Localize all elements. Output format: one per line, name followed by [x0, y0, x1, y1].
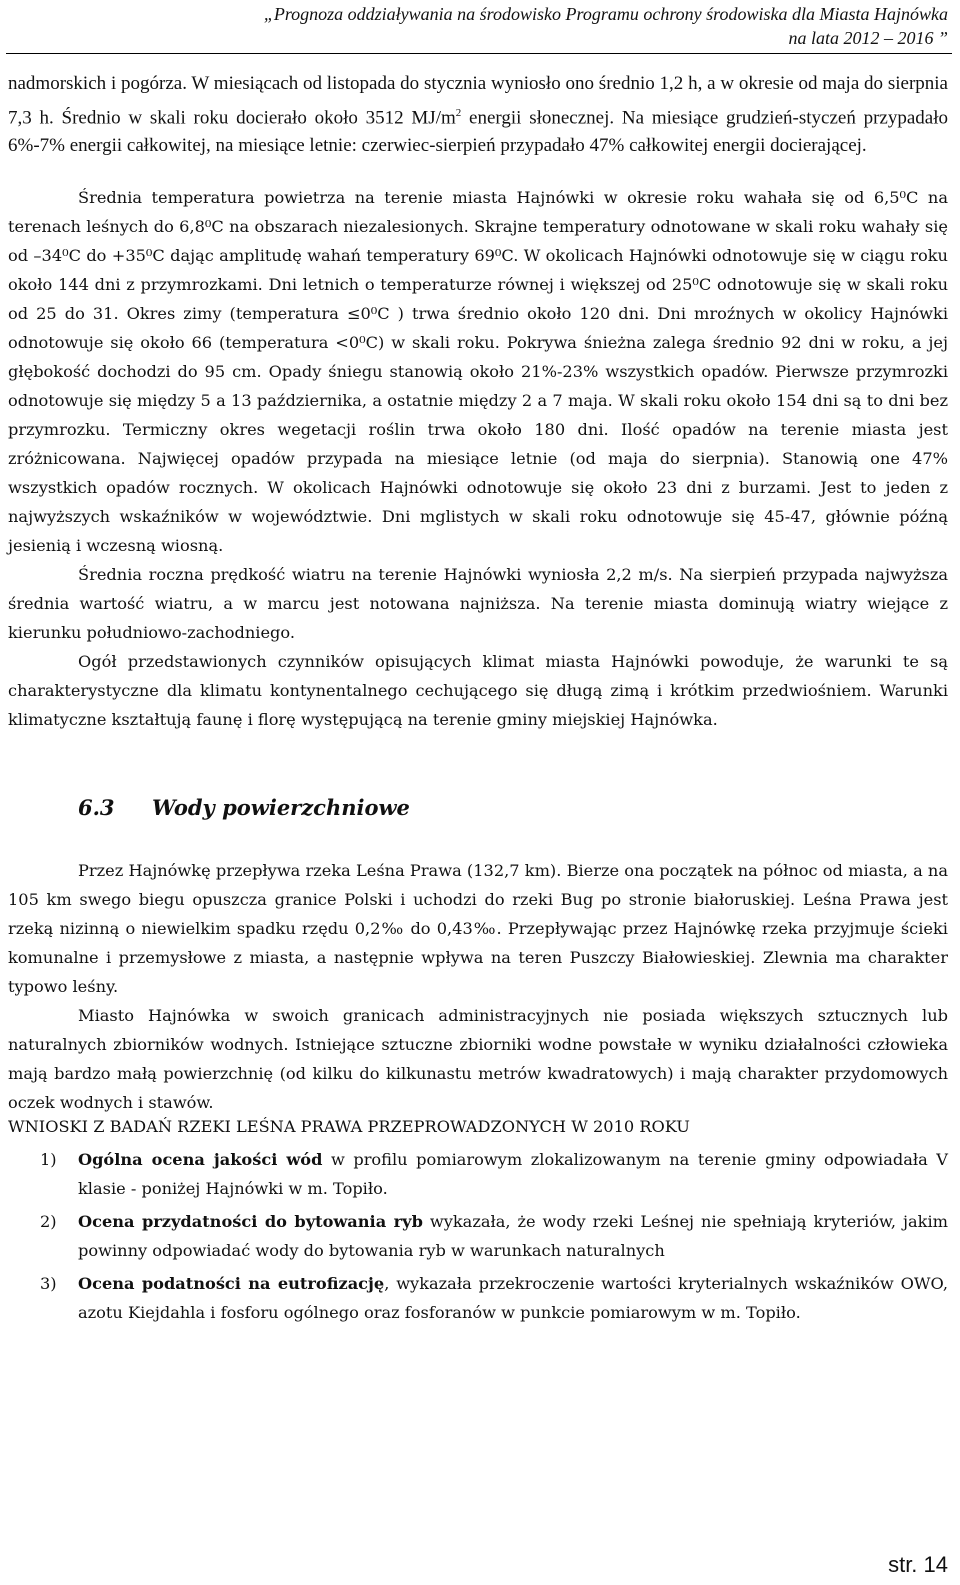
conclusion-item	[8, 1207, 948, 1265]
conclusion-bold: Ocena podatności na eutrofizację	[78, 1274, 385, 1293]
climate-section	[8, 183, 948, 734]
waters-paragraph-2: Miasto Hajnówka w swoich granicach administracyjnych nie posiada większych sztucznych lub naturalnych zbiorników wodnych. Istniejące sztuczne zbiorniki wodne powstałe w wyniku działalności człowieka mają bardzo małą powierzchnię (od kilku do kilkunastu metrów kwadratowych) i mają charakter przydomowych oczek wodnych i stawów.	[8, 1006, 948, 1112]
header-line-1: „Prognoza oddziaływania na środowisko Programu ochrony środowiska dla Miasta Hajnówka	[263, 4, 948, 24]
running-header	[188, 2, 948, 50]
conclusions-heading: WNIOSKI Z BADAŃ RZEKI LEŚNA PRAWA PRZEPROWADZONYCH W 2010 ROKU	[8, 1117, 690, 1136]
list-marker: 1)	[40, 1150, 57, 1169]
climate-paragraph-3: Ogół przedstawionych czynników opisujących klimat miasta Hajnówki powoduje, że warunki te są charakterystyczne dla klimatu kontynentalnego cechującego się długą zimą i krótkim przedwiośniem. Warunki klimatyczne kształtują faunę i florę występującą na terenie gminy miejskiej Hajnówka.	[8, 652, 948, 729]
header-divider	[6, 53, 952, 54]
waters-paragraph-1: Przez Hajnówkę przepływa rzeka Leśna Prawa (132,7 km). Bierze ona początek na północ od miasta, a na 105 km swego biegu opuszcza granice Polski i uchodzi do rzeki Bug po stronie białoruskiej. Leśna Prawa jest rzeką nizinną o niewielkim spadku rzędu 0,2‰ do 0,43‰. Przepływając przez Hajnówkę rzeka przyjmuje ścieki komunalne i przemysłowe z miasta, a następnie wpływa na teren Puszczy Białowieskiej. Zlewnia ma charakter typowo leśny.	[8, 861, 948, 996]
intro-paragraph	[8, 70, 948, 161]
conclusion-bold: Ocena przydatności do bytowania ryb	[78, 1212, 423, 1231]
climate-paragraph-1: Średnia temperatura powietrza na terenie miasta Hajnówki w okresie roku wahała się od 6,5⁰C na terenach leśnych do 6,8⁰C na obszarach niezalesionych. Skrajne temperatury odnotowane w skali roku wahały się od –34⁰C do +35⁰C dając amplitudę wahań temperatury 69⁰C. W okolicach Hajnówki odnotowuje się w ciągu roku około 144 dni z przymrozkami. Dni letnich o temperaturze równej i większej od 25⁰C odnotowuje się w skali roku od 25 do 31. Okres zimy (temperatura ≤0⁰C ) trwa średnio około 120 dni. Dni mroźnych w okolicy Hajnówki odnotowuje się około 66 (temperatura <0⁰C) w skali roku. Pokrywa śnieżna zalega średnio 92 dni w roku, a jej głębokość dochodzi do 95 cm. Opady śniegu stanowią około 21%-23% wszystkich opadów. Pierwsze przymrozki odnotowuje się między 5 a 13 października, a ostatnie między 2 a 7 maja. W skali roku około 154 dni są to dni bez przymrozku. Termiczny okres wegetacji roślin trwa około 180 dni. Ilość opadów na terenie miasta jest zróżnicowana. Najwięcej opadów przypada na miesiące letnie (od maja do sierpnia). Stanowią one 47% wszystkich opadów rocznych. W okolicach Hajnówki odnotowuje się około 23 dni z burzami. Jest to jeden z najwyższych wskaźników w województwie. Dni mglistych w skali roku odnotowuje się 45-47, głównie późną jesienią i wczesną wiosną.	[8, 188, 948, 555]
header-line-2: na lata 2012 – 2016 ”	[788, 28, 948, 48]
conclusion-item	[8, 1269, 948, 1327]
conclusions-list	[8, 1145, 948, 1331]
list-marker: 2)	[40, 1212, 57, 1231]
section-number: 6.3	[78, 795, 115, 820]
section-title: Wody powierzchniowe	[152, 795, 410, 820]
intro-text-a: nadmorskich i pogórza. W miesiącach od listopada do stycznia wyniosło ono średnio 1,2 h, a w okresie od maja do sierpnia 7,3 h. Średnio w skali roku docierało około 3512 MJ/m	[8, 73, 948, 128]
conclusion-text: , wykazała przekroczenie wartości kryterialnych wskaźników OWO, azotu Kiejdahla i fosforu ogólnego oraz fosforanów w punkcie pomiarowym w m. Topiło.	[78, 1274, 948, 1322]
conclusion-text: w profilu pomiarowym zlokalizowanym na terenie gminy odpowiadała V klasie - poniżej Hajnówki w m. Topiło.	[78, 1150, 948, 1198]
intro-text-b: energii słonecznej. Na miesiące grudzień-styczeń przypadało 6%-7% energii całkowitej, na miesiące letnie: czerwiec-sierpień przypadało 47% całkowitej energii docierającej.	[8, 106, 948, 157]
section-heading	[78, 795, 410, 820]
conclusion-bold: Ogólna ocena jakości wód	[78, 1150, 323, 1169]
page-number: str. 14	[888, 1552, 948, 1577]
waters-section	[8, 856, 948, 1117]
conclusion-text: wykazała, że wody rzeki Leśnej nie spełniają kryteriów, jakim powinny odpowiadać wody do bytowania ryb w warunkach naturalnych	[78, 1212, 948, 1260]
intro-superscript: 2	[455, 106, 462, 119]
conclusion-item	[8, 1145, 948, 1203]
list-marker: 3)	[40, 1274, 57, 1293]
climate-paragraph-2: Średnia roczna prędkość wiatru na terenie Hajnówki wyniosła 2,2 m/s. Na sierpień przypada najwyższa średnia wartość wiatru, a w marcu jest notowana najniższa. Na terenie miasta dominują wiatry wiejące z kierunku południowo-zachodniego.	[8, 565, 948, 642]
